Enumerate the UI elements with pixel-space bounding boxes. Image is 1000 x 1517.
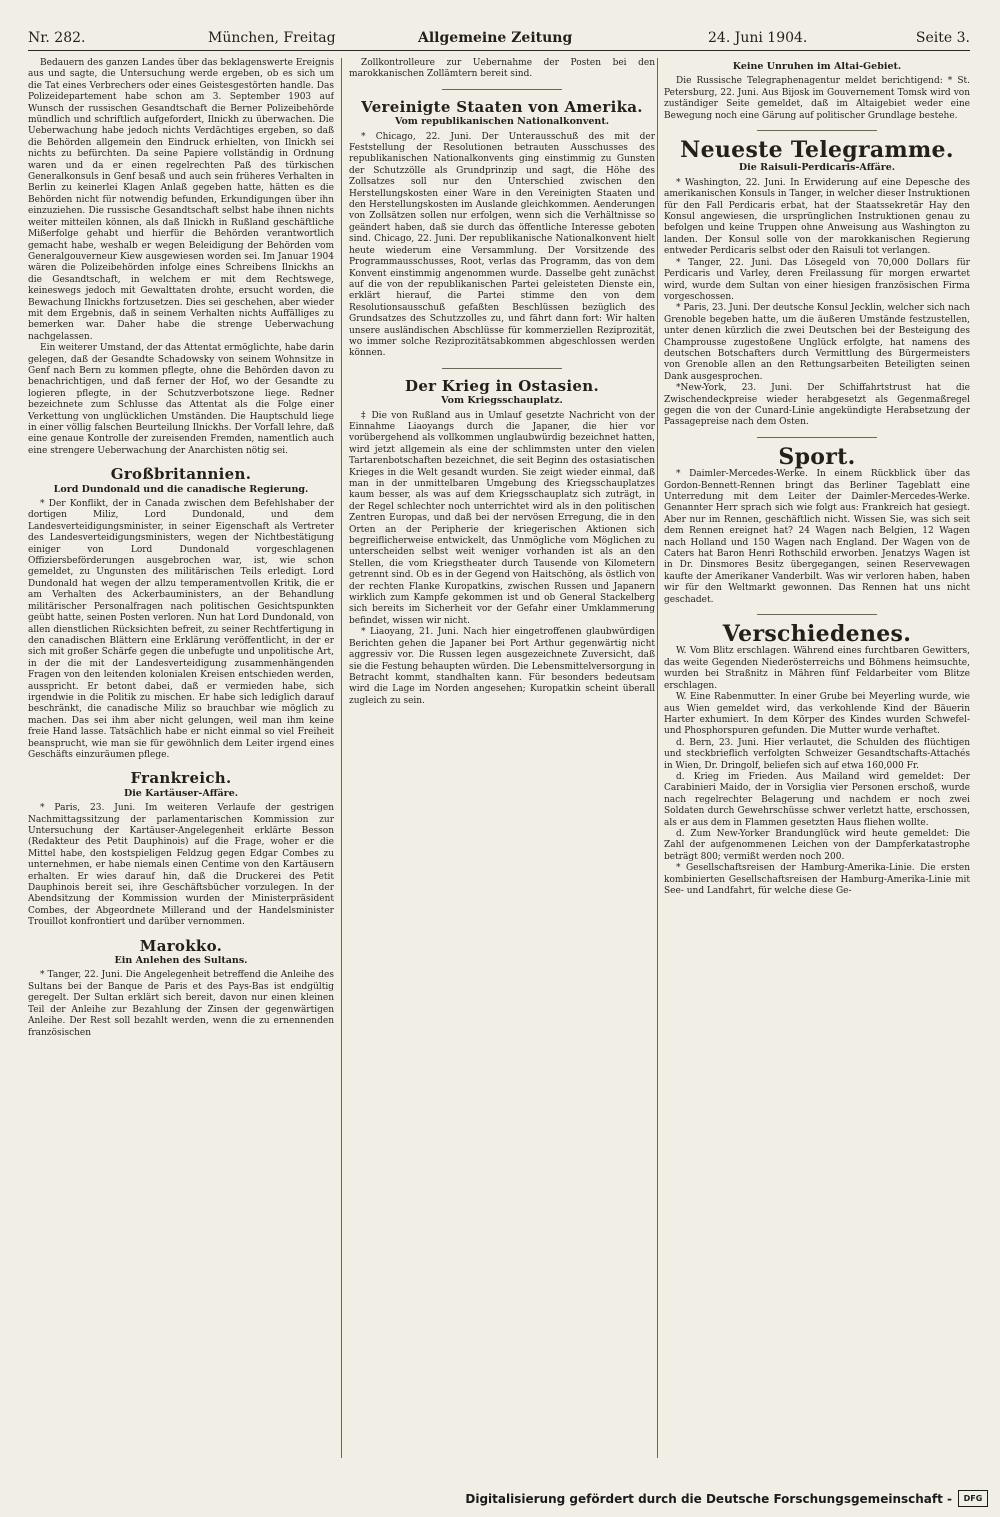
section-subtitle: Die Kartäuser-Affäre. [123,787,239,799]
issue-date: 24. Juni 1904. [708,30,808,46]
paragraph: * Chicago, 22. Juni. Der Unterausschuß des mit der Feststellung der Resolutionen betrauten Ausschusses des republikanischen Nationalkonvents ging einstimmig zu Gunsten der Schutzzölle als Grundprinzip und sagt, die Höhe des Zollsatzes soll nur den Unterschied zwischen den Herstellungskosten einer Ware in den Vereinigten Staaten und den Herstellungskosten im Auslande gleichkommen. Aenderungen von Zollsätzen sollen nur erfolgen, wenn sich die Verhältnisse so geändert haben, daß sie durch das öffentliche Interesse geboten sind. Chicago, 22. Juni. Der republikanische Nationalkonvent hielt heute wiederum eine Versammlung. Der Vorsitzende des Programmausschusses, Root, verlas das Programm, das von dem Konvent einstimmig angenommen wurde. Dasselbe geht zunächst auf die von der republikanischen Partei geleisteten Dienste ein, erklärt hierauf, die Partei stimme den von dem Resolutionsausschuß gefaßten Beschlüssen bezüglich des Grundsatzes des Schutzzolles zu, und fährt dann fort: Wir halten unsere ausländischen Abschlüsse für kommerziellen Reziprozität, wo immer solche Reziprozitätsabkommen abgeschlossen werden können. [349,131,655,359]
place-day: München, Freitag [208,30,336,46]
paragraph: ‡ Die von Rußland aus in Umlauf gesetzte Nachricht von der Einnahme Liaoyangs durch die Japaner, die hier vor vorübergehend als vollkommen unglaubwürdig bezeichnet hatten, wird jetzt allgemein als eine der schlimmsten unter den vielen Tartarenbotschaften bezeichnet, die seit Beginn des ostasiatischen Krieges in die Welt gesandt wurden. Sie zeigt wieder einmal, daß man in der unmittelbaren Umgebung des Kriegsschauplatzes kaum besser, als was auf dem Kriegsschauplatz sich zuträgt, in der Regel schlechter noch unterrichtet wird als in den politischen Zentren Europas, und daß bei der nervösen Erregung, die in den Orten an der Peripherie der kriegerischen Aktionen sich begreiflicherweise entwickelt, das Unmögliche vom Möglichen zu unterscheiden selbst weit weniger vorhanden ist als an den Stellen, die vom Kriegstheater durch Tausende von Kilometern getrennt sind. Ob es in der Gegend von Haitschöng, als östlich von der rechten Flanke Kuropatkins, zwischen Russen und Japanern wirklich zum Kampfe gekommen ist und ob General Stackelberg sich bereits im Sicherheit vor der Gefahr einer Umklammerung befindet, wissen wir nicht. [349,410,655,626]
section-title: Großbritannien. [110,465,252,484]
section-title: Frankreich. [130,769,232,788]
dfg-logo: DFG [958,1490,988,1507]
section-title: Neueste Telegramme. [680,137,954,164]
paragraph: * Der Konflikt, der in Canada zwischen dem Befehlshaber der dortigen Miliz, Lord Dundonald, und dem Landesverteidigungsminister, in seiner Eigenschaft als Vertreter des Landesverteidigungsministers, wegen der Nichtbestätigung einiger von Lord Dundonald vorgeschlagenen Offiziersbeförderungen ausgebrochen war, ist, wie schon gemeldet, zu Ungunsten des militärischen Teils erledigt. Lord Dundonald hat wegen der allzu temperamentvollen Kritik, die er am Verhalten des Ackerbauministers, an der Behandlung militärischer Personalfragen nach politischen Gesichtspunkten geübt hatte, seinen Posten verloren. Nun hat Lord Dundonald, von allen dienstlichen Rücksichten befreit, zu seiner Rechtfertigung in den canadischen Blättern eine Erklärung veröffentlicht, in der er sich mit großer Schärfe gegen die unbefugte und unpolitische Art, in der die mit der Landesverteidigung zusammenhängenden Fragen von den leitenden kolonialen Kreisen entschieden werden, ausspricht. Er betont dabei, daß er vermieden habe, sich irgendwie in die Politik zu mischen. Er habe sich lediglich darauf beschränkt, die canadische Miliz so brauchbar wie möglich zu machen. Das sei ihm aber nicht gelungen, weil man ihm keine freie Hand lasse. Tatsächlich habe er nicht einmal so viel Freiheit beansprucht, wie man sie für gewöhnlich dem Leiter irgend eines Geschäfts einzuräumen pflege. [28,499,334,760]
paragraph: Bedauern des ganzen Landes über das beklagenswerte Ereignis aus und sagte, die Untersuchung werde ergeben, ob es sich um die Tat eines Verbrechers oder eines Geistesgestörten handle. Das Polizeidepartement habe schon am 3. September 1903 auf Wunsch der russischen Gesandtschaft die Berner Polizeibehörde mündlich und schriftlich aufgefordert, Ilnickh zu überwachen. Die Ueberwachung habe jedoch nichts Verdächtiges ergeben, so daß die Behörden allgemein den Eindruck erhielten, von Ilnickh sei nichts zu befürchten. Da seine Papiere vollständig in Ordnung waren und da er einen regelrechten Paß des türkischen Generalkonsuls in Genf besaß und auch sein früheres Verhalten in Berlin zu keinerlei Klagen Anlaß gegeben hatte, hätten es die Behörden nicht für notwendig befunden, Erkundigungen über ihn einzuziehen. Die russische Gesandtschaft selbst habe ihnen nichts weiter mitteilen können, als daß Ilnickh in Rußland geschäftliche Mißerfolge gehabt und hierfür die Behörden verantwortlich gemacht habe, weshalb er wegen Beleidigung der Behörden vom Generalgouverneur Kiew ausgewiesen worden sei. Im Januar 1904 wären die Polizeibehörden infolge eines Schreibens Ilnickhs an die Gesandtschaft, in welchem er mit dem Rechtswege, keineswegs jedoch mit Gewalttaten drohte, ersucht worden, die Bewachung Ilnickhs fortzusetzen. Dies sei geschehen, aber wieder mit dem Ergebnis, daß in seinem Verhalten nichts Auffälliges zu bemerken war. Daher habe die strenge Ueberwachung nachgelassen. [28,58,334,342]
section-subtitle: Lord Dundonald und die canadische Regierung. [53,483,309,495]
paragraph: d. Bern, 23. Juni. Hier verlautet, die Schulden des flüchtigen und steckbrieflich verfolgten Schweizer Gesandtschafts-Attachés in Wien, Dr. Dringolf, beliefen sich auf etwa 160,000 Fr. [664,737,970,771]
column-rule [341,58,342,1458]
column-3 [664,58,970,1458]
page-header [28,28,970,51]
section-subtitle: Vom republikanischen Nationalkonvent. [394,116,610,128]
divider [757,614,877,615]
section-title: Der Krieg in Ostasien. [405,376,599,395]
paragraph: * Paris, 23. Juni. Der deutsche Konsul Jecklin, welcher sich nach Grenoble begeben hatte, um die äußeren Umstände festzustellen, unter denen kürzlich die zwei Deutschen bei der Besteigung des Champrousse zugestoßene Unglück erfolgte, hat namens des deutschen Botschafters durch Vermittlung des Bürgermeisters von Grenoble allen an den Rettungsarbeiten Beteiligten seinen Dank ausgesprochen. [664,303,970,382]
digitization-footer [0,1487,1000,1511]
section-title: Sport. [778,443,856,470]
section-title: Marokko. [139,936,223,955]
column-2 [349,58,655,1458]
paragraph: d. Zum New-Yorker Brandunglück wird heute gemeldet: Die Zahl der aufgenommenen Leichen von der Dampferkatastrophe beträgt 800; vermißt werden noch 200. [664,828,970,862]
paragraph: *New-York, 23. Juni. Der Schiffahrtstrust hat die Zwischendeckpreise wieder herabgesetzt als Gegenmaßregel gegen die von der Cunard-Linie angekündigte Herabsetzung der Passagepreise nach dem Osten. [664,383,970,428]
issue-number: Nr. 282. [28,30,86,46]
paragraph: * Daimler-Mercedes-Werke. In einem Rückblick über das Gordon-Bennett-Rennen bringt das Berliner Tageblatt eine Unterredung mit dem Leiter der Daimler-Mercedes-Werke. Genannter Herr sprach sich wie folgt aus: Frankreich hat gesiegt. Aber nur im Rennen, geschäftlich nicht. Wissen Sie, was sich seit dem Rennen ereignet hat? 24 Wagen nach Belgien, 12 Wagen nach Holland und 150 Wagen nach England. Der Wagen von de Caters hat Baron Henri Rothschild erworben. Jenatzys Wagen ist in Dr. Dinsmores Besitz übergegangen, seinen Reservewagen kaufte der Amerikaner Vanderbilt. Was wir verloren haben, haben wir für den Weltmarkt gewonnen. Das Rennen hat uns nicht geschadet. [664,469,970,605]
paragraph: W. Vom Blitz erschlagen. Während eines furchtbaren Gewitters, das weite Gegenden Niederösterreichs und Böhmens heimsuchte, wurden bei Straßnitz in Mähren fünf Feldarbeiter vom Blitze erschlagen. [664,646,970,691]
section-title: Verschiedenes. [722,621,912,648]
paragraph: * Paris, 23. Juni. Im weiteren Verlaufe der gestrigen Nachmittagssitzung der parlamentarischen Kommission zur Untersuchung der Kartäuser-Angelegenheit erklärte Besson (Redakteur des Petit Dauphinois) auf die Frage, woher er die Mittel habe, den kostspieligen Feldzug gegen Edgar Combes zu unternehmen, er habe niemals einen Centime von den Kartäusern erhalten. Er wies darauf hin, daß die Druckerei des Petit Dauphinois bereit sei, ihre Geschäftsbücher vorzulegen. In der Abendsitzung der Kommission wurden der Ministerpräsident Combes, der Abgeordnete Millerand und der Handelsminister Trouillot konfrontiert und darüber vernommen. [28,803,334,928]
divider [757,130,877,131]
column-1 [28,58,334,1458]
column-rule [657,58,658,1458]
newspaper-page [28,28,970,1464]
section-title: Vereinigte Staaten von Amerika. [361,97,643,116]
section-subtitle: Keine Unruhen im Altai-Gebiet. [732,61,902,72]
divider [442,89,562,90]
paragraph: Ein weiterer Umstand, der das Attentat ermöglichte, habe darin gelegen, daß der Gesandte Schadowsky von seinem Wohnsitze in Genf nach Bern zu kommen pflegte, ohne die Behörden davon zu benachrichtigen, und daß ferner der Hof, wo der Gesandte zu logieren pflegte, in der Schutzverbotszone liege. Redner bezeichnete zum Schlusse das Attentat als die Folge einer Verkettung von unglücklichen Umständen. Die Hauptschuld liege in einer völlig falschen Beurteilung Ilnickhs. Der Vorfall lehre, daß eine genaue Kontrolle der zureisenden Fremden, namentlich auch eine strengere Ueberwachung der Anarchisten nötig sei. [28,343,334,456]
paragraph: * Tanger, 22. Juni. Die Angelegenheit betreffend die Anleihe des Sultans bei der Banque de Paris et des Pays-Bas ist endgültig geregelt. Der Sultan erklärt sich bereit, davon nur einen kleinen Teil der Anleihe zur Bezahlung der Zinsen der gegenwärtigen Anleihe. Der Rest soll bezahlt werden, wenn die zu ernennenden französischen [28,970,334,1038]
paragraph: Die Russische Telegraphenagentur meldet berichtigend: * St. Petersburg, 22. Juni. Aus Bijosk im Gouvernement Tomsk wird von zuständiger Seite gemeldet, daß im Altaigebiet weder eine Bewegung noch eine Gärung auf politischer Grundlage bestehe. [664,76,970,121]
paper-title: Allgemeine Zeitung [418,30,573,46]
section-subtitle: Vom Kriegsschauplatz. [441,395,563,407]
section-subtitle: Ein Anlehen des Sultans. [114,955,248,967]
paragraph: * Tanger, 22. Juni. Das Lösegeld von 70,000 Dollars für Perdicaris und Varley, deren Freilassung für morgen erwartet wird, wurde dem Sultan von einer hiesigen französischen Firma vorgeschossen. [664,257,970,302]
divider [757,437,877,438]
paragraph: W. Eine Rabenmutter. In einer Grube bei Meyerling wurde, wie aus Wien gemeldet wird, das verkohlende Kind der Bäuerin Harter exhumiert. In dem Körper des Kindes wurden Schwefel- und Phosphorspuren gefunden. Die Mutter wurde verhaftet. [664,692,970,737]
divider [442,368,562,369]
paragraph: * Washington, 22. Juni. In Erwiderung auf eine Depesche des amerikanischen Konsuls in Tanger, in welcher dieser Instruktionen für den Fall Perdicaris erbat, hat der Staatssekretär Hay den Konsul angewiesen, die ursprünglichen Instruktionen genau zu befolgen und keine Truppen ohne Anweisung aus Washington zu landen. Der Konsul solle von der marokkanischen Regierung entweder Perdicaris selbst oder den Raisuli tot verlangen. [664,177,970,257]
footer-credit: Digitalisierung gefördert durch die Deutsche Forschungsgemeinschaft - [465,1492,952,1506]
paragraph: d. Krieg im Frieden. Aus Mailand wird gemeldet: Der Carabinieri Maido, der in Vorsiglia vier Personen erschoß, wurde nach regelrechter Belagerung und nachdem er noch zwei Soldaten durch Gewehrschüsse schwer verletzt hatte, erschossen, als er aus dem in Flammen gesetzten Haus fliehen wollte. [664,771,970,828]
page-number: Seite 3. [915,30,970,46]
paragraph: Zollkontrolleure zur Uebernahme der Posten bei den marokkanischen Zollämtern bereit sind. [349,58,655,80]
section-subtitle: Die Raisuli-Perdicaris-Affäre. [738,162,896,174]
paragraph: * Liaoyang, 21. Juni. Nach hier eingetroffenen glaubwürdigen Berichten gehen die Japaner bei Port Arthur gegenwärtig nicht aggressiv vor. Die Russen legen ausgezeichnete Zuversicht, daß sie die Festung behaupten würden. Die Lebensmittelversorgung in Betracht kommt, standhalten kann. Für besonders bedeutsam wird die Lage im Norden angesehen; Kuropatkin scheint überall zugleich zu sein. [349,627,655,706]
paragraph: * Gesellschaftsreisen der Hamburg-Amerika-Linie. Die ersten kombinierten Gesellschaftsreisen der Hamburg-Amerika-Linie mit See- und Landfahrt, für welche diese Ge- [664,863,970,896]
